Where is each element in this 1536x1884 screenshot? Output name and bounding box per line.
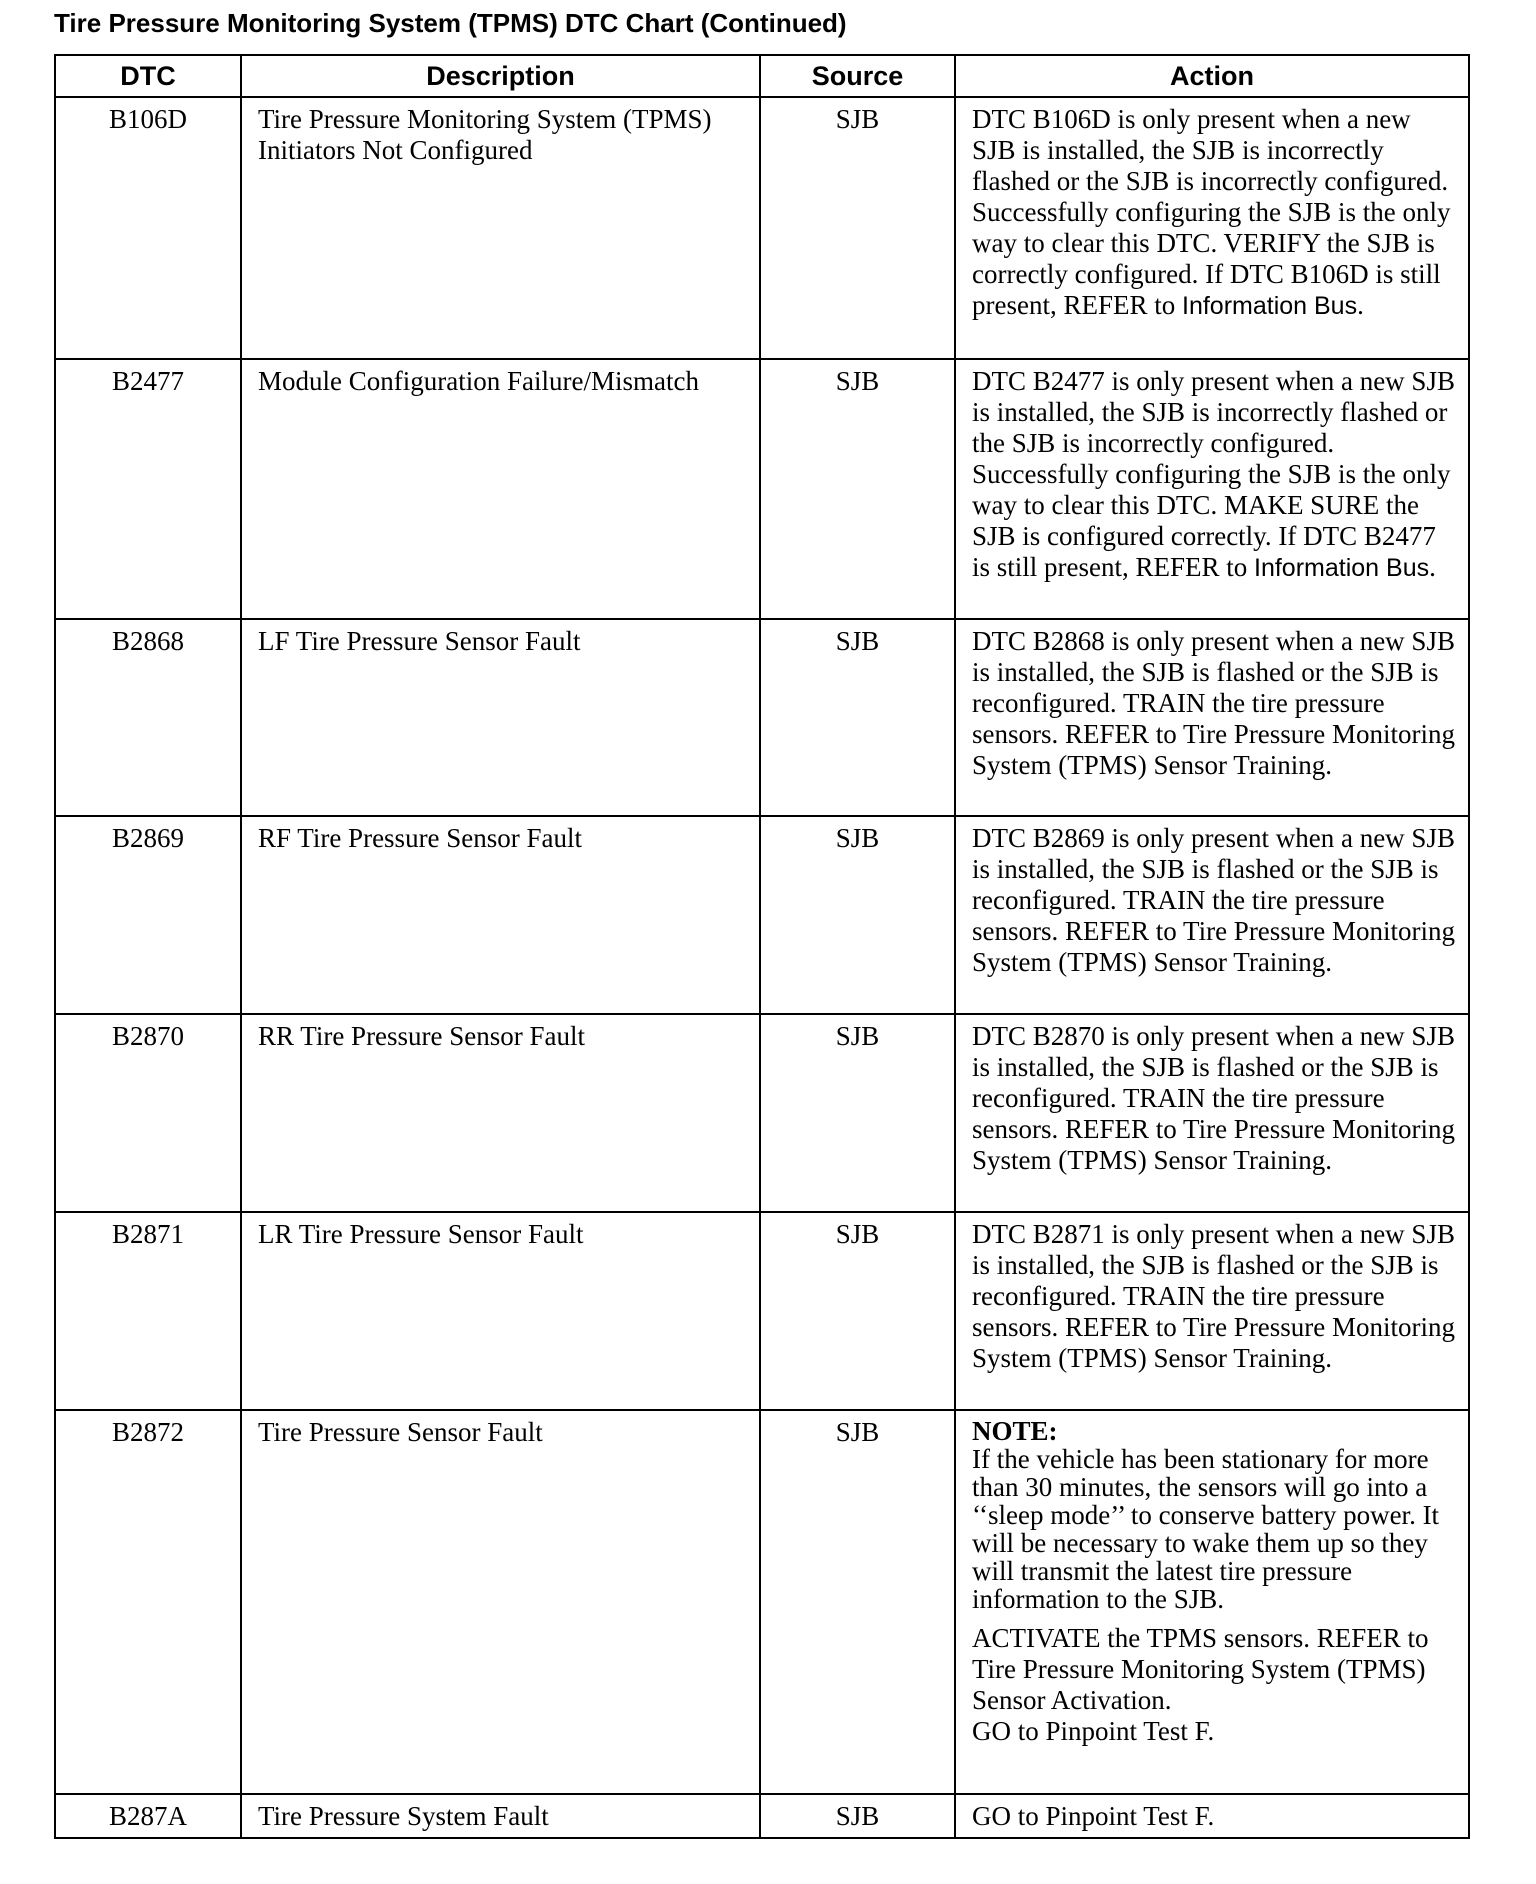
dtc-code-cell: B2871 [55,1212,241,1410]
action-cell [955,97,1469,359]
dtc-code-cell: B106D [55,97,241,359]
action-cell: DTC B2871 is only present when a new SJB is installed, the SJB is flashed or the SJB is reconfigured. TRAIN the tire pressure sensors. REFER to Tire Pressure Monitoring System (TPMS) Sensor Training. [955,1212,1469,1410]
description-cell: Tire Pressure Monitoring System (TPMS) Initiators Not Configured [241,97,760,359]
information-bus-link[interactable]: Information Bus [1254,554,1430,582]
description-cell: Tire Pressure Sensor Fault [241,1410,760,1794]
source-cell: SJB [760,359,955,619]
source-cell: SJB [760,1410,955,1794]
column-header-action: Action [955,55,1469,97]
pinpoint-test-link[interactable]: GO to Pinpoint Test F. [972,1716,1215,1746]
dtc-code-cell: B287A [55,1794,241,1838]
description-cell: LR Tire Pressure Sensor Fault [241,1212,760,1410]
action-period: . [1357,290,1364,320]
dtc-code-cell: B2869 [55,816,241,1014]
action-text: DTC B106D is only present when a new SJB is installed, the SJB is incorrectly flashed or the SJB is incorrectly configured. Successfully configuring the SJB is the only way to clear this DTC. VERIFY the SJB is correctly configured. If DTC B106D is still present, REFER to [972,104,1451,320]
note-text: If the vehicle has been stationary for more than 30 minutes, the sensors will go into a ‘‘sleep mode’’ to conserve battery power. It will be necessary to wake them up so they will transmit the latest tire pressure information to the SJB. [972,1444,1440,1614]
source-cell: SJB [760,1014,955,1212]
action-cell [955,359,1469,619]
table-row [55,97,1469,359]
table-row [55,816,1469,1014]
column-header-description: Description [241,55,760,97]
action-cell: GO to Pinpoint Test F. [955,1794,1469,1838]
note-label: NOTE: [972,1416,1058,1446]
description-cell: RR Tire Pressure Sensor Fault [241,1014,760,1212]
table-row [55,1410,1469,1794]
description-cell: Module Configuration Failure/Mismatch [241,359,760,619]
table-row [55,1212,1469,1410]
dtc-code-cell: B2870 [55,1014,241,1212]
action-period: . [1429,552,1436,582]
action-cell: DTC B2869 is only present when a new SJB is installed, the SJB is flashed or the SJB is reconfigured. TRAIN the tire pressure sensors. REFER to Tire Pressure Monitoring System (TPMS) Sensor Training. [955,816,1469,1014]
action-cell: DTC B2868 is only present when a new SJB is installed, the SJB is flashed or the SJB is reconfigured. TRAIN the tire pressure sensors. REFER to Tire Pressure Monitoring System (TPMS) Sensor Training. [955,619,1469,816]
page-title: Tire Pressure Monitoring System (TPMS) DTC Chart (Continued) [54,8,847,38]
column-header-source: Source [760,55,955,97]
table-header-row [55,55,1469,97]
column-header-dtc: DTC [55,55,241,97]
source-cell: SJB [760,816,955,1014]
source-cell: SJB [760,619,955,816]
dtc-code-cell: B2477 [55,359,241,619]
description-cell: LF Tire Pressure Sensor Fault [241,619,760,816]
table-row [55,1014,1469,1212]
source-cell: SJB [760,1794,955,1838]
table-row [55,359,1469,619]
action-cell [955,1410,1469,1794]
dtc-code-cell: B2868 [55,619,241,816]
source-cell: SJB [760,97,955,359]
description-cell: Tire Pressure System Fault [241,1794,760,1838]
table-row [55,619,1469,816]
description-cell: RF Tire Pressure Sensor Fault [241,816,760,1014]
table-row [55,1794,1469,1838]
action-text: ACTIVATE the TPMS sensors. REFER to Tire Pressure Monitoring System (TPMS) Sensor Activation. [972,1623,1429,1715]
action-cell: DTC B2870 is only present when a new SJB is installed, the SJB is flashed or the SJB is reconfigured. TRAIN the tire pressure sensors. REFER to Tire Pressure Monitoring System (TPMS) Sensor Training. [955,1014,1469,1212]
information-bus-link[interactable]: Information Bus [1182,292,1358,320]
dtc-code-cell: B2872 [55,1410,241,1794]
source-cell: SJB [760,1212,955,1410]
action-text: DTC B2477 is only present when a new SJB is installed, the SJB is incorrectly flashed or the SJB is incorrectly configured. Successfully configuring the SJB is the only way to clear this DTC. MAKE SURE the SJB is configured correctly. If DTC B2477 is still present, REFER to [972,366,1455,582]
dtc-table [54,54,1470,1839]
